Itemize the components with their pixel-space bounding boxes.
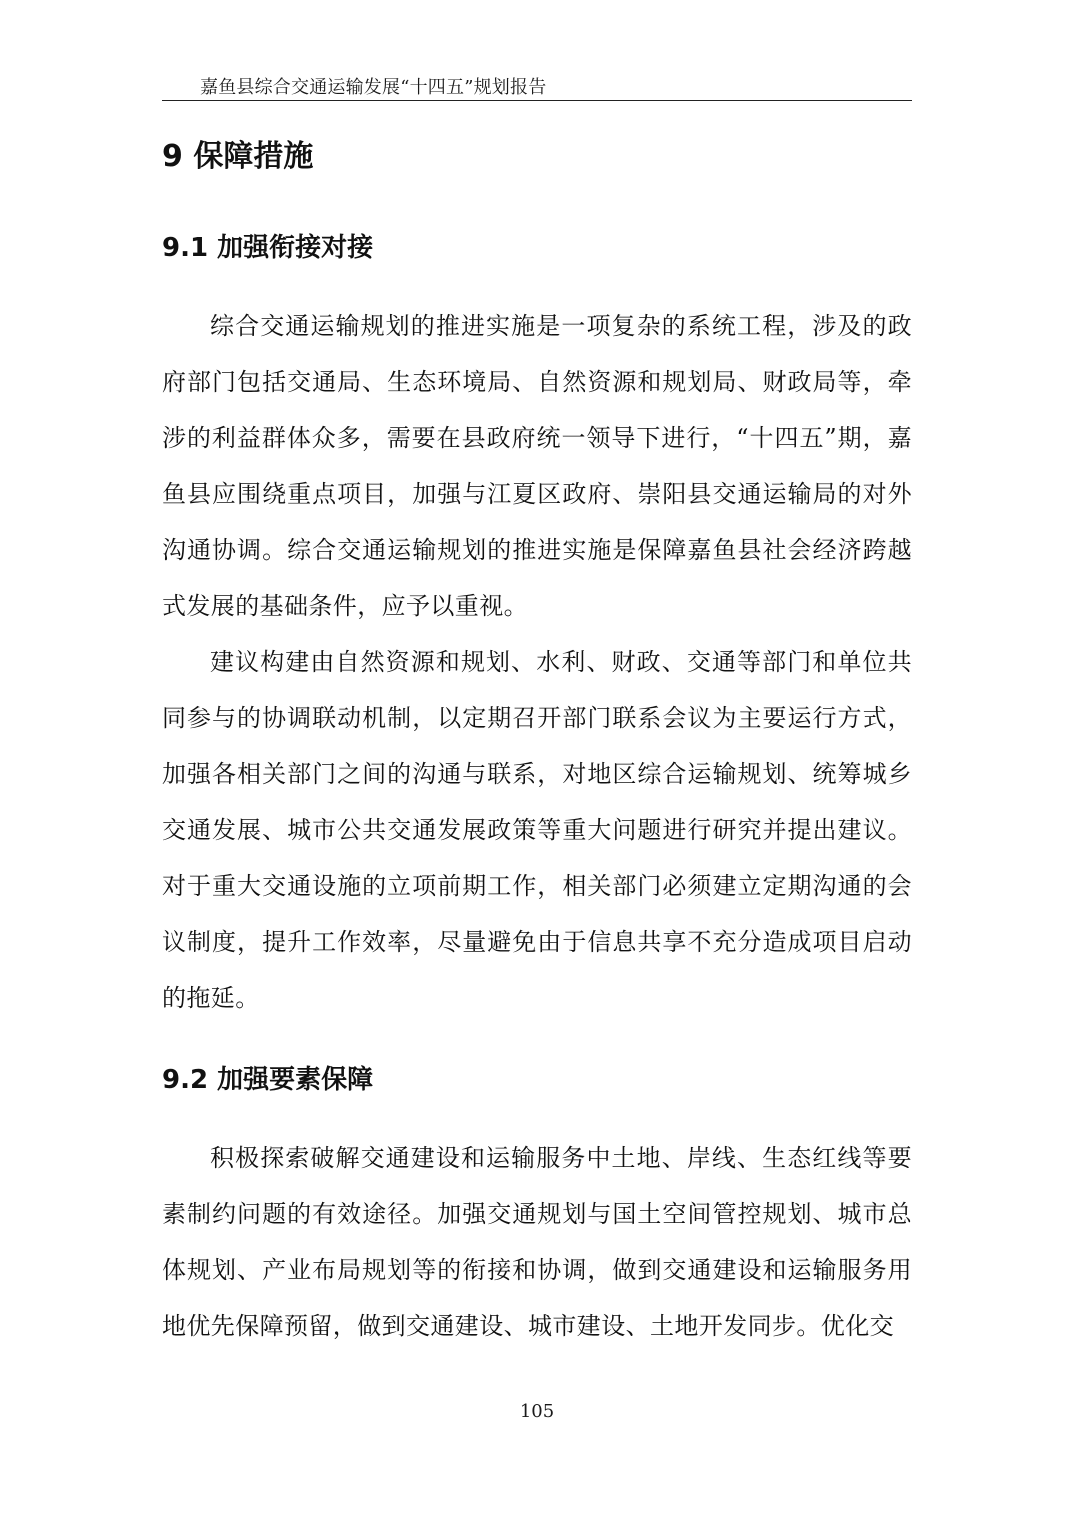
section-title-9-1: 9.1 加强衔接对接: [162, 233, 374, 263]
page-number: 105: [519, 1401, 555, 1422]
section-9-2-body: [162, 1130, 912, 1354]
section-9-1-body: [162, 298, 912, 1026]
running-header: 嘉鱼县综合交通运输发展“十四五”规划报告: [200, 77, 547, 98]
section-title-9-2: 9.2 加强要素保障: [162, 1065, 374, 1095]
chapter-title: 9 保障措施: [162, 139, 314, 174]
header-rule: [162, 100, 912, 101]
paragraph: 积极探索破解交通建设和运输服务中土地、岸线、生态红线等要素制约问题的有效途径。加强交通规划与国土空间管控规划、城市总体规划、产业布局规划等的衔接和协调，做到交通建设和运输服务用地优先保障预留，做到交通建设、城市建设、土地开发同步。优化交: [162, 1144, 912, 1340]
paragraph: 建议构建由自然资源和规划、水利、财政、交通等部门和单位共同参与的协调联动机制，以定期召开部门联系会议为主要运行方式，加强各相关部门之间的沟通与联系，对地区综合运输规划、统筹城乡交通发展、城市公共交通发展政策等重大问题进行研究并提出建议。对于重大交通设施的立项前期工作，相关部门必须建立定期沟通的会议制度，提升工作效率，尽量避免由于信息共享不充分造成项目启动的拖延。: [162, 648, 912, 1012]
paragraph: 综合交通运输规划的推进实施是一项复杂的系统工程，涉及的政府部门包括交通局、生态环境局、自然资源和规划局、财政局等，牵涉的利益群体众多，需要在县政府统一领导下进行，“十四五”期，嘉鱼县应围绕重点项目，加强与江夏区政府、崇阳县交通运输局的对外沟通协调。综合交通运输规划的推进实施是保障嘉鱼县社会经济跨越式发展的基础条件，应予以重视。: [162, 312, 912, 620]
